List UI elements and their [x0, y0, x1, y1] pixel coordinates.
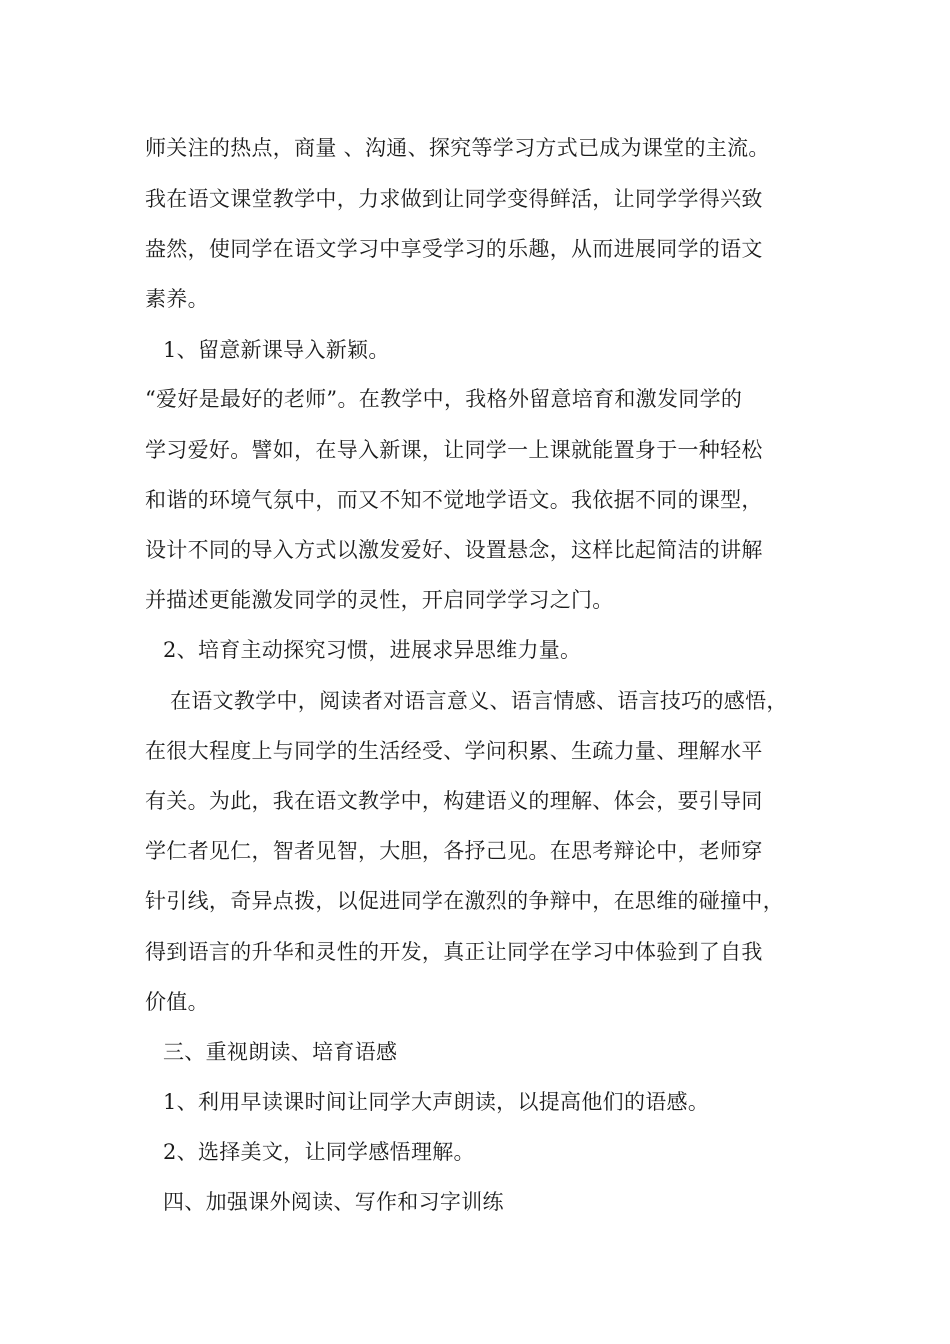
paragraph-line: 在很大程度上与同学的生活经受、学问积累、生疏力量、理解水平 [145, 739, 763, 763]
paragraph-line: 学仁者见仁，智者见智，大胆，各抒己见。在思考辩论中，老师穿 [145, 839, 763, 863]
paragraph-line: 素养。 [145, 287, 209, 311]
paragraph-line: 在语文教学中，阅读者对语言意义、语言情感、语言技巧的感悟， [170, 689, 788, 713]
section-subheading: 2、选择美文，让同学感悟理解。 [163, 1140, 475, 1164]
paragraph-line: 和谐的环境气氛中，而又不知不觉地学语文。我依据不同的课型， [145, 488, 763, 512]
section-subheading: 1、利用早读课时间让同学大声朗读，以提高他们的语感。 [163, 1090, 710, 1114]
paragraph-line: “爱好是最好的老师”。在教学中，我格外留意培育和激发同学的 [145, 387, 743, 411]
section-subheading: 2、培育主动探究习惯，进展求异思维力量。 [163, 638, 582, 662]
paragraph-line: 学习爱好。譬如，在导入新课，让同学一上课就能置身于一种轻松 [145, 438, 763, 462]
paragraph-line: 有关。为此，我在语文教学中，构建语义的理解、体会，要引导同 [145, 789, 763, 813]
paragraph-line: 师关注的热点，商量 、沟通、探究等学习方式已成为课堂的主流。 [145, 136, 770, 160]
section-heading: 四、加强课外阅读、写作和习字训练 [163, 1190, 504, 1214]
paragraph-line: 我在语文课堂教学中，力求做到让同学变得鲜活，让同学学得兴致 [145, 187, 763, 211]
paragraph-line: 并描述更能激发同学的灵性，开启同学学习之门。 [145, 588, 614, 612]
paragraph-line: 针引线，奇异点拨，以促进同学在激烈的争辩中，在思维的碰撞中， [145, 889, 784, 913]
paragraph-line: 设计不同的导入方式以激发爱好、设置悬念，这样比起简洁的讲解 [145, 538, 763, 562]
section-heading: 三、重视朗读、培育语感 [163, 1040, 398, 1064]
paragraph-line: 得到语言的升华和灵性的开发，真正让同学在学习中体验到了自我 [145, 940, 763, 964]
paragraph-line: 盎然，使同学在语文学习中享受学习的乐趣，从而进展同学的语文 [145, 237, 763, 261]
paragraph-line: 价值。 [145, 990, 209, 1014]
section-subheading: 1、留意新课导入新颖。 [163, 338, 390, 362]
